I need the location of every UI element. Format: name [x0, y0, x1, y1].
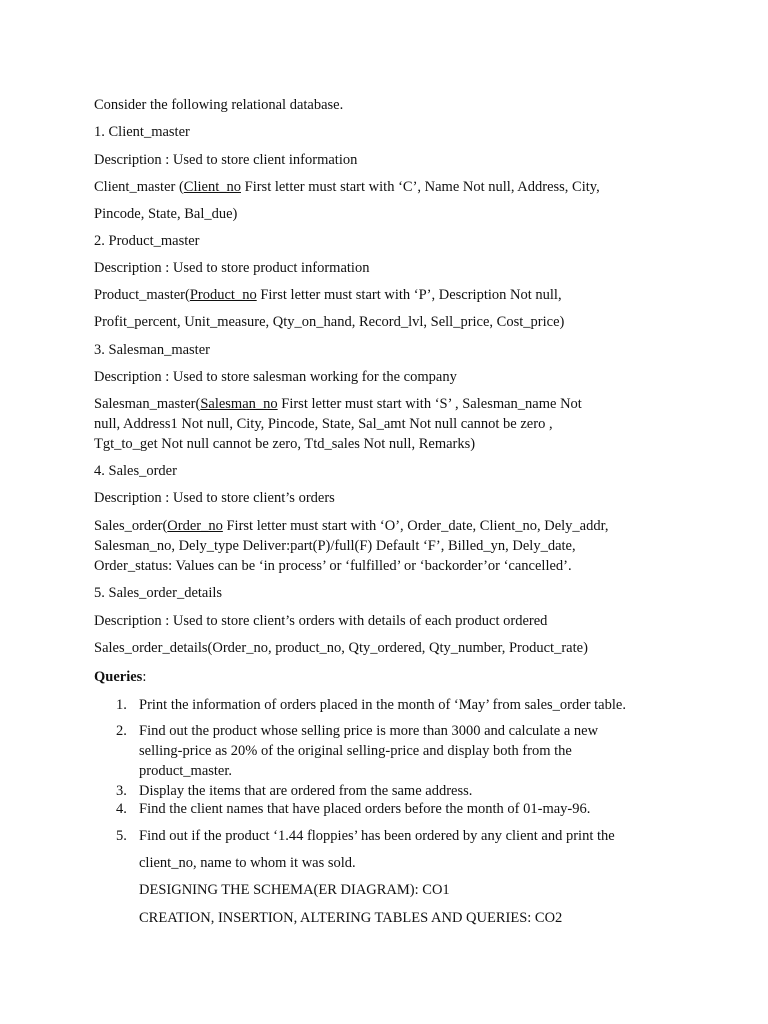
- schema-prefix: Client_master (: [94, 179, 184, 195]
- course-outcome-1: DESIGNING THE SCHEMA(ER DIAGRAM): CO1: [139, 882, 450, 898]
- query-2-text-line-1: Find out the product whose selling price is more than 3000 and calculate a new: [139, 723, 599, 739]
- section-3-title: 3. Salesman_master: [94, 342, 210, 358]
- query-1-text: Print the information of orders placed in the month of ‘May’ from sales_order table.: [139, 697, 626, 713]
- intro-text: Consider the following relational database.: [94, 97, 344, 113]
- section-2-description: Description : Used to store product information: [94, 260, 370, 276]
- section-1-schema-line-2: Pincode, State, Bal_due): [94, 206, 238, 222]
- section-5-title: 5. Sales_order_details: [94, 585, 223, 601]
- query-2-number: 2.: [116, 723, 127, 739]
- query-4-text: Find the client names that have placed orders before the month of 01-may-96.: [139, 801, 591, 817]
- primary-key: Product_no: [189, 287, 257, 303]
- query-1-number: 1.: [116, 697, 127, 713]
- section-5-description: Description : Used to store client’s orders with details of each product ordered: [94, 613, 548, 629]
- schema-rest: First letter must start with ‘P’, Description Not null,: [256, 287, 562, 303]
- section-4-schema-line-3: Order_status: Values can be ‘in process’ or ‘fulfilled’ or ‘backorder’or ‘cancelled’.: [94, 558, 572, 574]
- section-2-schema-line-1: [94, 286, 562, 304]
- section-4-schema-line-2: Salesman_no, Dely_type Deliver:part(P)/full(F) Default ‘F’, Billed_yn, Dely_date,: [94, 538, 576, 554]
- section-3-schema-line-1: [94, 395, 582, 413]
- section-2-schema-line-2: Profit_percent, Unit_measure, Qty_on_hand, Record_lvl, Sell_price, Cost_price): [94, 314, 565, 330]
- query-2-text-line-2: selling-price as 20% of the original selling-price and display both from the: [139, 743, 572, 759]
- schema-prefix: Sales_order(: [94, 518, 168, 534]
- primary-key: Salesman_no: [200, 396, 278, 412]
- query-3-number: 3.: [116, 783, 127, 799]
- section-5-schema-line-1: Sales_order_details(Order_no, product_no, Qty_ordered, Qty_number, Product_rate): [94, 640, 588, 656]
- primary-key: Order_no: [167, 518, 223, 534]
- section-4-description: Description : Used to store client’s orders: [94, 490, 335, 506]
- schema-rest: First letter must start with ‘O’, Order_date, Client_no, Dely_addr,: [222, 518, 609, 534]
- schema-rest: First letter must start with ‘C’, Name Not null, Address, City,: [241, 179, 600, 195]
- primary-key: Client_no: [183, 179, 241, 195]
- section-3-description: Description : Used to store salesman working for the company: [94, 369, 457, 385]
- section-3-schema-line-2: null, Address1 Not null, City, Pincode, State, Sal_amt Not null cannot be zero ,: [94, 416, 553, 432]
- queries-heading-label: Queries: [94, 669, 143, 685]
- schema-rest: First letter must start with ‘S’ , Salesman_name Not: [277, 396, 582, 412]
- query-2-text-line-3: product_master.: [139, 763, 233, 779]
- section-4-title: 4. Sales_order: [94, 463, 177, 479]
- section-4-schema-line-1: [94, 517, 608, 535]
- schema-prefix: Product_master(: [94, 287, 190, 303]
- section-1-title: 1. Client_master: [94, 124, 190, 140]
- query-5-text-line-1: Find out if the product ‘1.44 floppies’ has been ordered by any client and print the: [139, 828, 615, 844]
- schema-prefix: Salesman_master(: [94, 396, 201, 412]
- section-1-schema-line-1: [94, 178, 600, 196]
- course-outcome-2: CREATION, INSERTION, ALTERING TABLES AND QUERIES: CO2: [139, 910, 563, 926]
- section-2-title: 2. Product_master: [94, 233, 200, 249]
- query-3-text: Display the items that are ordered from the same address.: [139, 783, 473, 799]
- section-1-description: Description : Used to store client information: [94, 152, 358, 168]
- query-4-number: 4.: [116, 801, 127, 817]
- queries-heading-colon: :: [142, 669, 147, 685]
- queries-heading: [94, 668, 146, 686]
- section-3-schema-line-3: Tgt_to_get Not null cannot be zero, Ttd_sales Not null, Remarks): [94, 436, 476, 452]
- query-5-number: 5.: [116, 828, 127, 844]
- query-5-text-line-2: client_no, name to whom it was sold.: [139, 855, 356, 871]
